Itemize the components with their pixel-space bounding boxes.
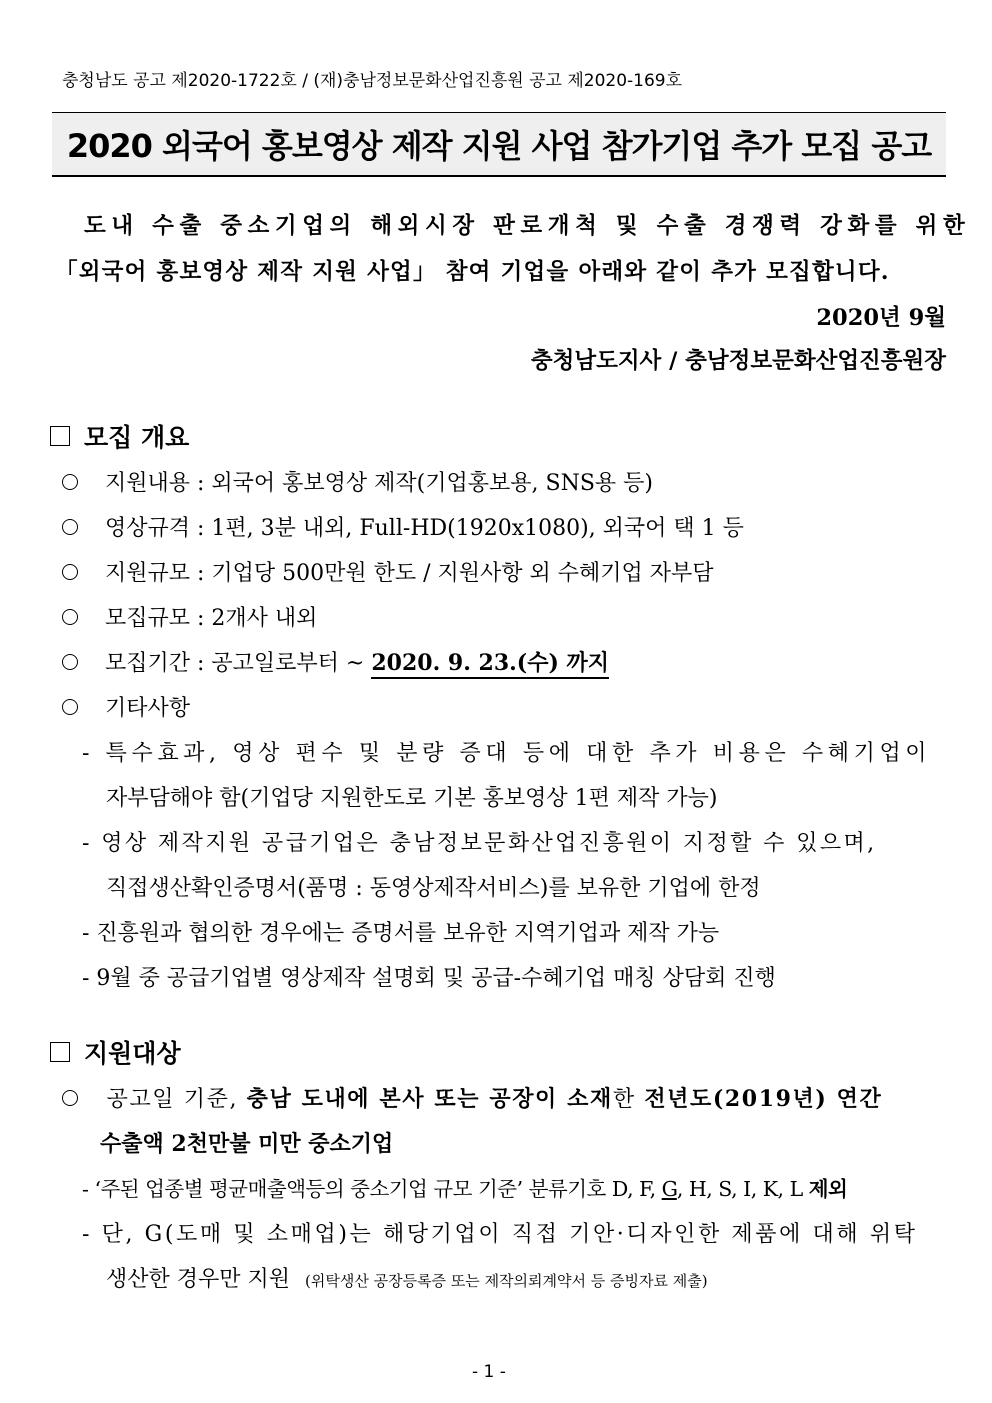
intro-line-1: 도내 수출 중소기업의 해외시장 판로개척 및 수출 경쟁력 강화를 위한 — [84, 213, 971, 239]
checkbox-square-icon — [50, 426, 70, 446]
etc-detail-4: - 9월 중 공급기업별 영상제작 설명회 및 공급-수혜기업 매칭 상담회 진행 — [82, 966, 776, 991]
deadline: 2020. 9. 23.(수) 까지 — [371, 650, 609, 679]
notice-number: 충청남도 공고 제2020-1722호 / (재)충남정보문화산업진흥원 공고 제2020-169호 — [62, 71, 683, 91]
checkbox-square-icon — [50, 1042, 70, 1062]
intro-line-2: 「외국어 홍보영상 제작 지원 사업」 참여 기업을 아래와 같이 추가 모집합니다. — [55, 259, 890, 285]
target-exception-cont: 생산한 경우만 지원 (위탁생산 공장등록증 또는 제작의뢰계약서 등 증빙자료 제출) — [106, 1267, 708, 1292]
section-title: 모집 개요 — [84, 423, 190, 452]
section-recruit-overview — [50, 418, 189, 454]
list-item: 지원내용 : 외국어 홍보영상 제작(기업홍보용, SNS용 등) — [62, 466, 653, 497]
list-item: 영상규격 : 1편, 3분 내외, Full-HD(1920x1080), 외국어 택 1 등 — [62, 511, 744, 542]
circle-bullet-icon — [62, 1090, 78, 1106]
target-main: 공고일 기준, 충남 도내에 본사 또는 공장이 소재한 전년도(2019년) 연간 — [62, 1082, 882, 1113]
circle-bullet-icon — [62, 519, 78, 535]
etc-detail-3: - 진흥원과 협의한 경우에는 증명서를 보유한 지역기업과 제작 가능 — [82, 921, 720, 946]
etc-detail-1-cont: 자부담해야 함(기업당 지원한도로 기본 홍보영상 1편 제작 가능) — [106, 786, 718, 811]
circle-bullet-icon — [62, 654, 78, 670]
title-box — [52, 112, 946, 177]
evidence-note: (위탁생산 공장등록증 또는 제작의뢰계약서 등 증빙자료 제출) — [305, 1272, 708, 1290]
circle-bullet-icon — [62, 474, 78, 490]
intro-issuer: 충청남도지사 / 충남정보문화산업진흥원장 — [530, 348, 946, 374]
circle-bullet-icon — [62, 609, 78, 625]
etc-detail-1: - 특수효과, 영상 편수 및 분량 증대 등에 대한 추가 비용은 수혜기업이 — [82, 741, 932, 766]
section-title: 지원대상 — [84, 1039, 181, 1068]
etc-detail-2-cont: 직접생산확인증명서(품명 : 동영상제작서비스)를 보유한 기업에 한정 — [106, 876, 761, 901]
etc-detail-2: - 영상 제작지원 공급기업은 충남정보문화산업진흥원이 지정할 수 있으며, — [82, 831, 877, 856]
page-number: - 1 - — [472, 1362, 506, 1382]
target-exception: - 단, G(도매 및 소매업)는 해당기업이 직접 기안·디자인한 제품에 대해 위탁 — [82, 1222, 918, 1247]
page-title: 2020 외국어 홍보영상 제작 지원 사업 참가기업 추가 모집 공고 — [66, 127, 932, 165]
list-item-period: 모집기간 : 공고일로부터 ~ 2020. 9. 23.(수) 까지 — [62, 646, 609, 677]
target-exclusion: - ‘주된 업종별 평균매출액등의 중소기업 규모 기준’ 분류기호 D, F, G, H, S, I, K, L 제외 — [82, 1177, 848, 1201]
intro-date: 2020년 9월 — [816, 305, 946, 331]
target-main-cont: 수출액 2천만불 미만 중소기업 — [100, 1131, 394, 1157]
list-item-etc: 기타사항 — [62, 691, 190, 722]
list-item: 지원규모 : 기업당 500만원 한도 / 지원사항 외 수혜기업 자부담 — [62, 556, 714, 587]
list-item: 모집규모 : 2개사 내외 — [62, 601, 317, 632]
circle-bullet-icon — [62, 564, 78, 580]
section-support-target — [50, 1034, 181, 1070]
circle-bullet-icon — [62, 699, 78, 715]
